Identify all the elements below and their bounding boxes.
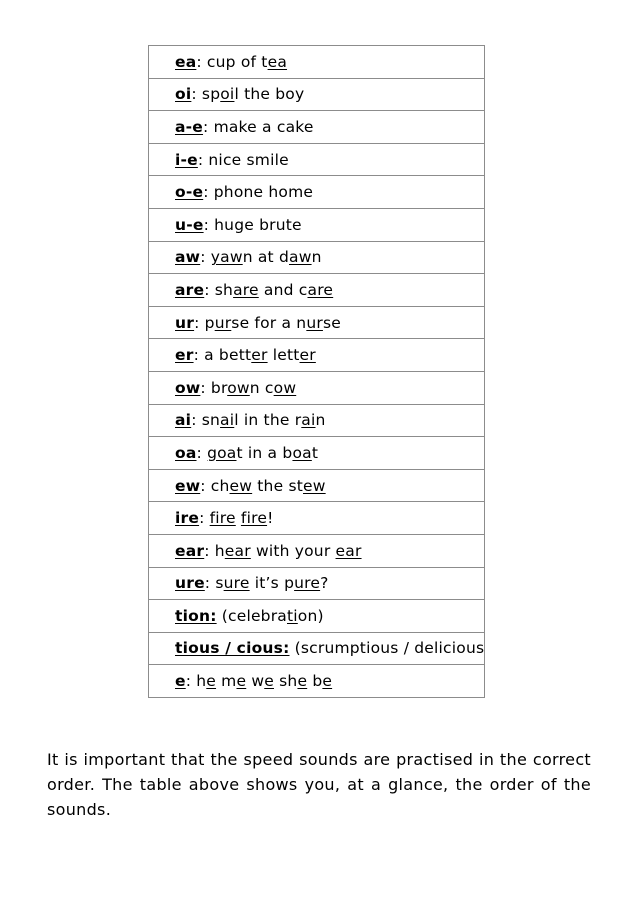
sound-cell — [149, 306, 485, 339]
example-text: : make a cake — [203, 117, 314, 136]
underlined-sound: fire — [240, 509, 268, 528]
underlined-sound: ear — [335, 541, 362, 560]
underlined-sound: e — [236, 672, 247, 691]
example-text: : phone home — [203, 183, 314, 202]
sound-grapheme: ire — [175, 509, 200, 528]
example-text: : br — [200, 378, 228, 397]
underlined-sound: ure — [223, 574, 250, 593]
underlined-sound: ea — [267, 52, 288, 71]
underlined-sound: er — [251, 346, 268, 365]
underlined-sound: er — [299, 346, 316, 365]
underlined-sound: ure — [294, 574, 321, 593]
underlined-sound: ai — [220, 411, 235, 430]
underlined-sound: e — [264, 672, 274, 691]
example-text: : — [199, 509, 210, 528]
example-text: : ch — [200, 476, 230, 495]
instruction-paragraph: It is important that the speed sounds are practised in the correct order. The table above shows you, at a glance, the order of the sounds. — [47, 750, 591, 819]
sound-grapheme: ow — [175, 378, 201, 397]
table-row — [149, 534, 485, 567]
table-row — [149, 78, 485, 111]
example-text: l the boy — [234, 85, 305, 104]
table-row — [149, 567, 485, 600]
example-text: b — [307, 672, 323, 691]
sound-cell — [149, 600, 485, 633]
sound-grapheme: ear — [175, 541, 205, 560]
example-text: lett — [267, 346, 300, 365]
sound-grapheme: i-e — [175, 150, 198, 169]
table-row — [149, 339, 485, 372]
example-text: the st — [252, 476, 304, 495]
example-text: se for a n — [231, 313, 307, 332]
underlined-sound: yaw — [210, 248, 243, 267]
underlined-sound: goa — [207, 443, 237, 462]
example-text: l in the r — [234, 411, 302, 430]
example-text: sh — [274, 672, 298, 691]
sound-grapheme: tious / cious: — [175, 639, 290, 658]
sound-cell — [149, 339, 485, 372]
table-row — [149, 143, 485, 176]
example-text: se — [322, 313, 341, 332]
sound-cell — [149, 632, 485, 665]
example-text: : a bett — [193, 346, 252, 365]
table-row — [149, 371, 485, 404]
underlined-sound: are — [307, 280, 334, 299]
example-text: n — [315, 411, 326, 430]
sound-cell — [149, 208, 485, 241]
sound-cell — [149, 404, 485, 437]
underlined-sound: e — [322, 672, 333, 691]
sound-grapheme: ea — [175, 52, 197, 71]
sound-cell — [149, 437, 485, 470]
example-text: t — [311, 443, 319, 462]
sound-cell — [149, 274, 485, 307]
example-text: ! — [267, 509, 274, 528]
sound-cell — [149, 176, 485, 209]
sound-cell — [149, 78, 485, 111]
sound-cell — [149, 567, 485, 600]
underlined-sound: fire — [209, 509, 236, 528]
example-text: n at d — [242, 248, 289, 267]
underlined-sound: ew — [229, 476, 253, 495]
sound-grapheme: ure — [175, 574, 205, 593]
sound-grapheme: er — [175, 346, 194, 365]
example-text: n — [311, 248, 322, 267]
example-text: ? — [320, 574, 329, 593]
example-text: : s — [204, 574, 224, 593]
example-text: : sh — [204, 280, 234, 299]
underlined-sound: ow — [227, 378, 250, 397]
sound-cell — [149, 502, 485, 535]
sound-grapheme: are — [175, 280, 205, 299]
underlined-sound: e — [206, 672, 217, 691]
underlined-sound: oi — [220, 85, 235, 104]
sound-cell — [149, 469, 485, 502]
example-text: : — [200, 248, 211, 267]
example-text: : h — [185, 672, 207, 691]
table-row — [149, 46, 485, 79]
sound-grapheme: tion: — [175, 606, 217, 625]
underlined-sound: e — [297, 672, 308, 691]
underlined-sound: ur — [306, 313, 323, 332]
example-text: : huge brute — [203, 215, 302, 234]
sound-grapheme: ai — [175, 411, 192, 430]
table-row — [149, 665, 485, 698]
sound-cell — [149, 46, 485, 79]
sound-grapheme: oa — [175, 443, 197, 462]
example-text: t in a b — [236, 443, 293, 462]
sound-grapheme: ur — [175, 313, 195, 332]
table-row — [149, 241, 485, 274]
underlined-sound: ew — [303, 476, 326, 495]
underlined-sound: ur — [214, 313, 232, 332]
underlined-sound: aw — [289, 248, 312, 267]
underlined-sound: ai — [301, 411, 316, 430]
sound-grapheme: o-e — [175, 183, 204, 202]
example-text: (scrumptious / delicious — [289, 639, 485, 658]
sound-cell — [149, 371, 485, 404]
sound-grapheme: ew — [175, 476, 201, 495]
sound-cell — [149, 143, 485, 176]
sound-grapheme: aw — [175, 248, 201, 267]
table-row — [149, 404, 485, 437]
underlined-sound: ear — [224, 541, 251, 560]
example-text: : sp — [191, 85, 221, 104]
table-row — [149, 208, 485, 241]
example-text: with your — [250, 541, 336, 560]
underlined-sound: are — [233, 280, 259, 299]
table-row — [149, 111, 485, 144]
table-row — [149, 600, 485, 633]
table-row — [149, 306, 485, 339]
sound-cell — [149, 665, 485, 698]
example-text: : nice smile — [197, 150, 289, 169]
example-text: : p — [194, 313, 215, 332]
example-text: : sn — [191, 411, 221, 430]
example-text: and c — [258, 280, 308, 299]
sound-grapheme: e — [175, 672, 186, 691]
speed-sounds-rows — [149, 46, 485, 698]
sound-grapheme: a-e — [175, 117, 204, 136]
example-text: : — [196, 443, 208, 462]
sound-cell — [149, 111, 485, 144]
underlined-sound: oa — [292, 443, 312, 462]
example-text: (celebra — [216, 606, 287, 625]
table-row — [149, 176, 485, 209]
sound-cell — [149, 534, 485, 567]
example-text: : h — [204, 541, 225, 560]
sound-cell — [149, 241, 485, 274]
table-row — [149, 632, 485, 665]
table-row — [149, 469, 485, 502]
sound-grapheme: u-e — [175, 215, 204, 234]
example-text: it’s p — [249, 574, 295, 593]
example-text: m — [216, 672, 237, 691]
table-row — [149, 274, 485, 307]
underlined-sound: ow — [273, 378, 297, 397]
table-row — [149, 437, 485, 470]
speed-sounds-table — [148, 45, 485, 698]
example-text: on) — [297, 606, 324, 625]
sound-grapheme: oi — [175, 85, 192, 104]
example-text: : cup of t — [196, 52, 268, 71]
table-row — [149, 502, 485, 535]
example-text: w — [246, 672, 265, 691]
example-text: n c — [249, 378, 274, 397]
underlined-sound: ti — [287, 606, 298, 625]
